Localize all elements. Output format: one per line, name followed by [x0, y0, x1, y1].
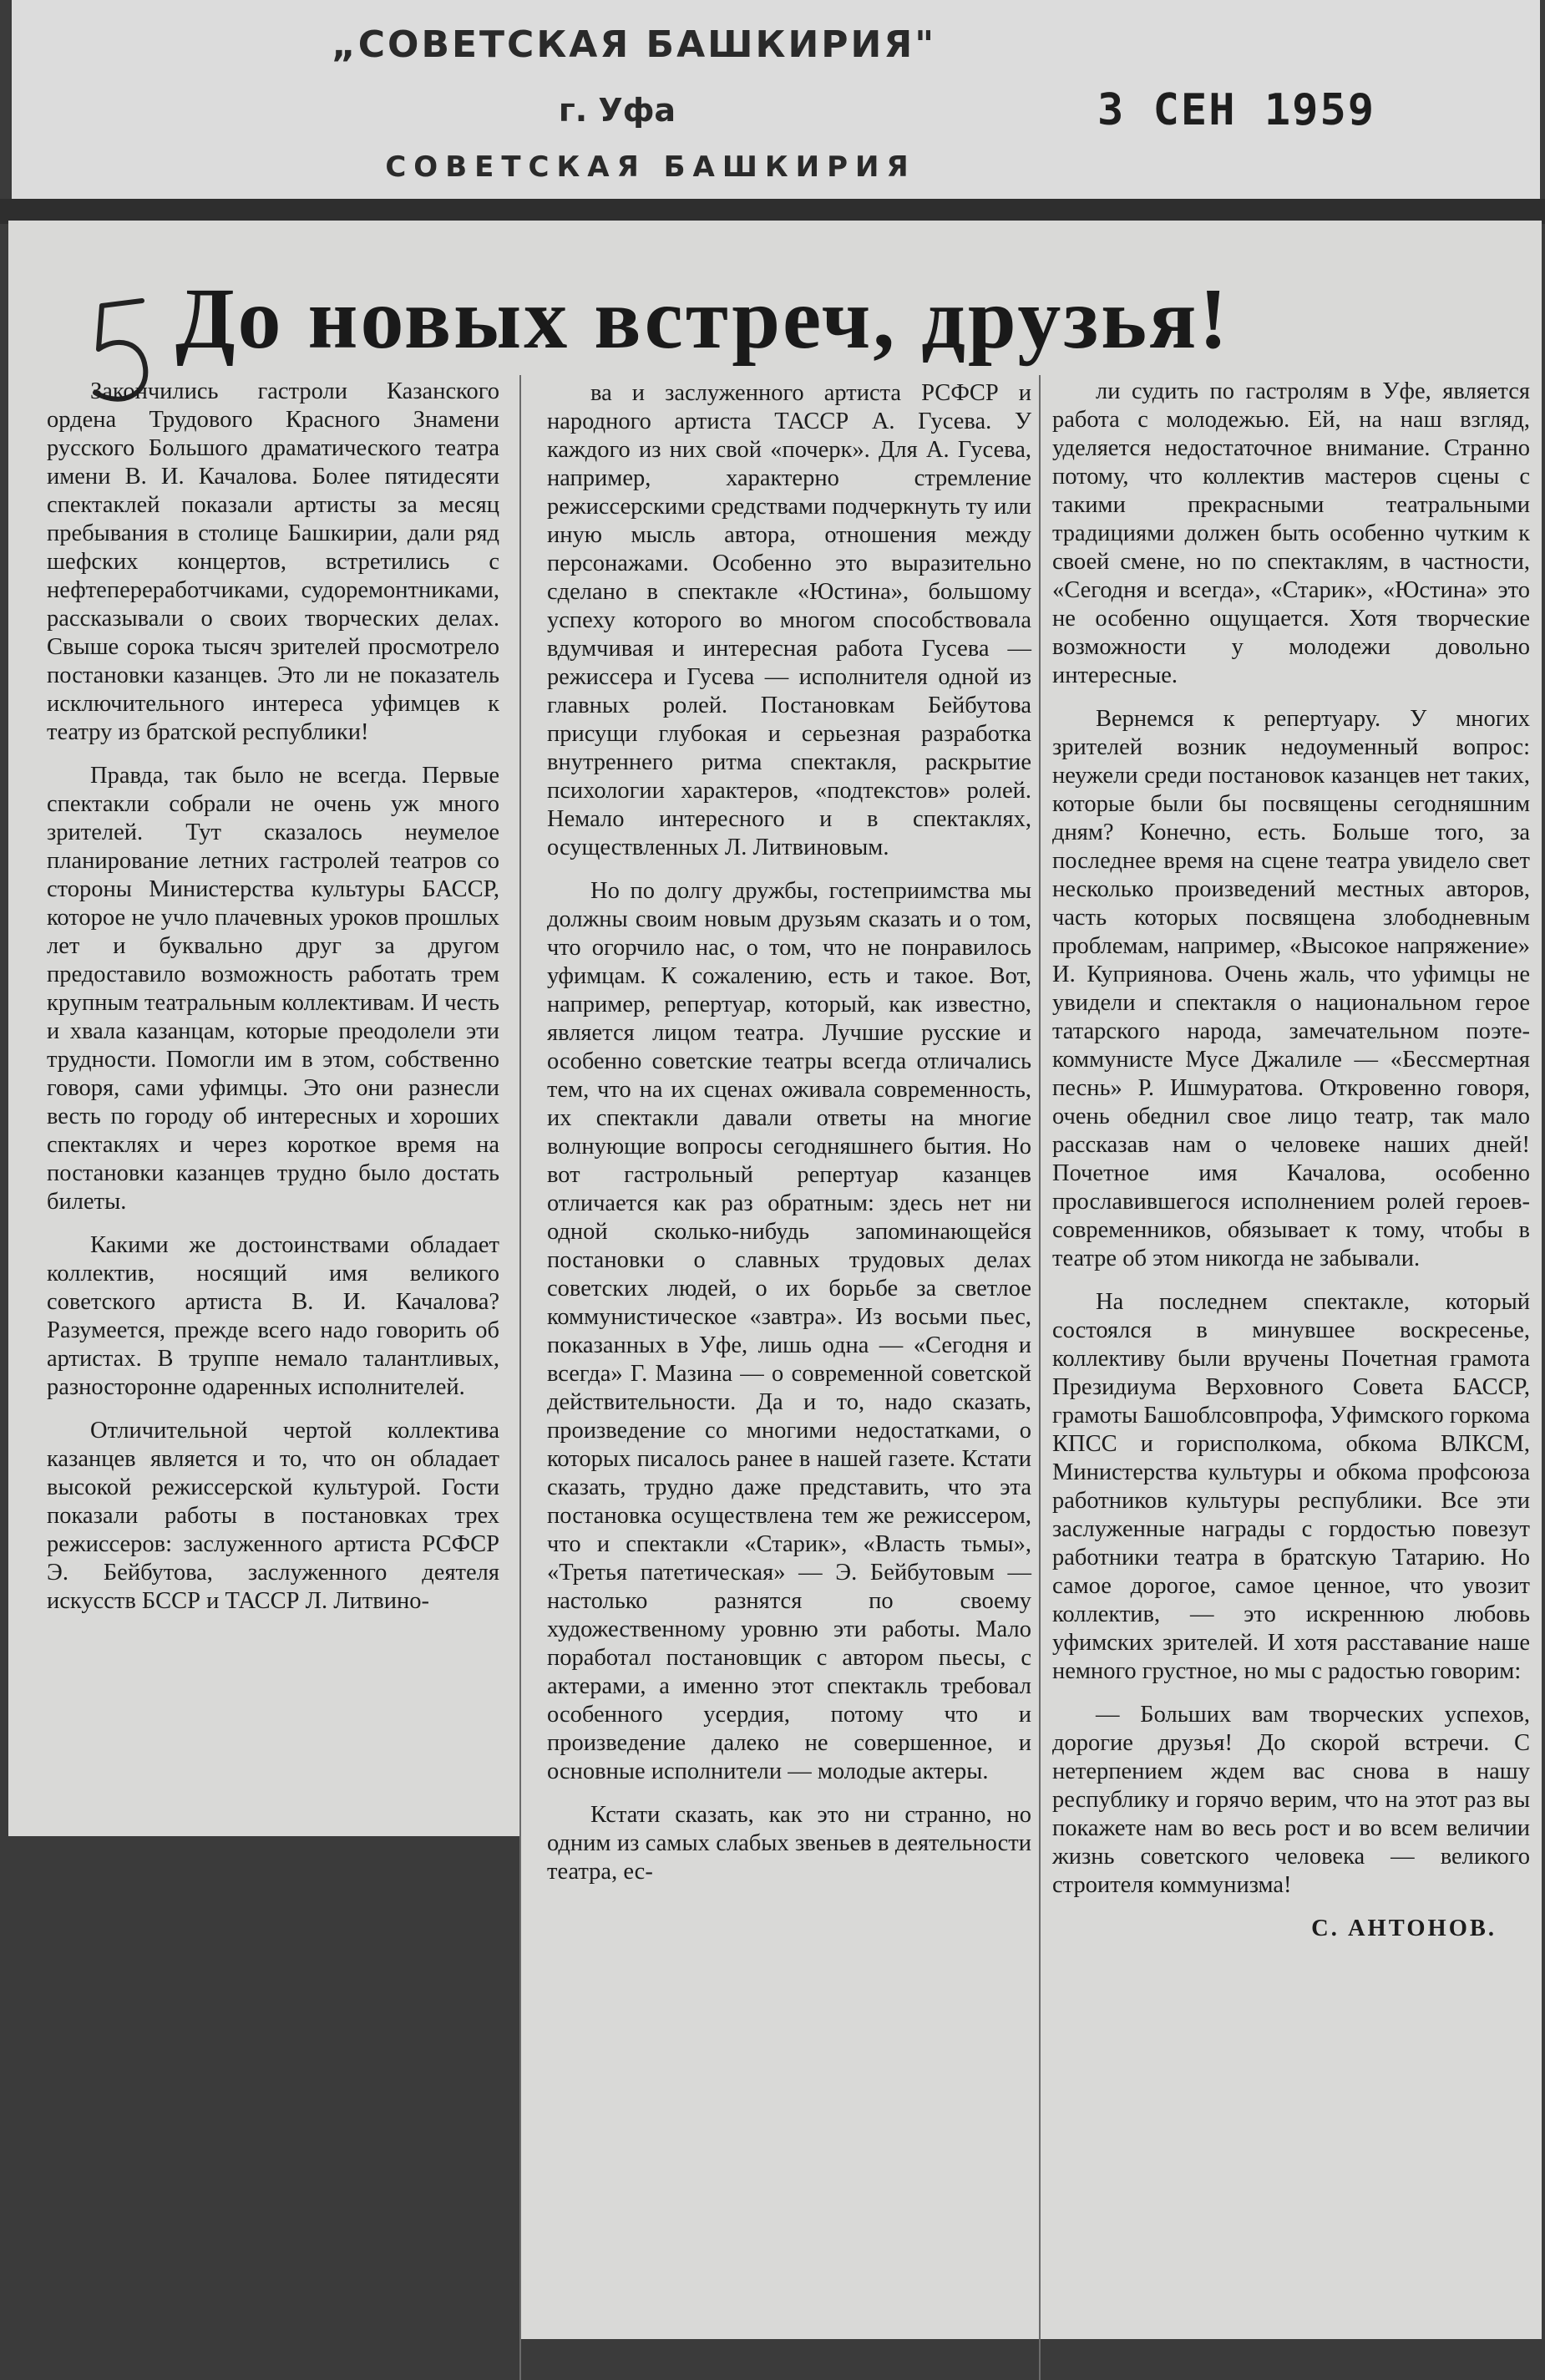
label-newspaper-name: „СОВЕТСКАЯ БАШКИРИЯ": [331, 23, 937, 66]
article-headline: До новых встреч, друзья!: [175, 271, 1231, 367]
label-city: г. Уфа: [558, 92, 676, 129]
paragraph: Кстати сказать, как это ни странно, но одним из самых слабых звеньев в деятельности театра, ес-: [547, 1802, 1031, 1885]
article-column-2: [547, 379, 1031, 1886]
paragraph: Отличительной чертой коллектива казанцев является и то, что он обладает высокой режиссерской культурой. Гости показали работы в постановках трех режиссеров: заслуженного артиста РСФСР Э. Бейбутова, заслуженного деятеля искусств БССР и ТАССР Л. Литвино-: [47, 1418, 499, 1614]
paragraph: Вернемся к репертуару. У многих зрителей возник недоуменный вопрос: неужели среди постановок казанцев нет таких, которые были бы посвящены сегодняшним дням? Конечно, есть. Больше того, за последнее время на сцене театра увидело свет несколько произведений местных авторов, часть которых посвящена злободневным проблемам, например, «Высокое напряжение» И. Куприянова. Очень жаль, что уфимцы не увидели и спектакля о национальном герое татарского народа, замечательном поэте-коммунисте Мусе Джалиле — «Бессмертная песнь» Р. Ишмуратова. Откровенно говоря, очень обеднил свое лицо театр, так мало рассказав нам о человеке наших дней! Почетное имя Качалова, особенно прославившегося исполнением ролей героев-современников, обязывает к тому, чтобы в театре об этом никогда не забывали.: [1052, 706, 1530, 1271]
column-divider: [519, 375, 521, 2380]
newspaper-clipping: [8, 221, 1542, 2339]
paragraph: ва и заслуженного артиста РСФСР и народного артиста ТАССР А. Гусева. У каждого из них свой «почерк». Для А. Гусева, например, характерно стремление режиссерскими средствами подчеркнуть ту или иную мысль автора, отношения между персонажами. Особенно это выразительно сделано в спектакле «Юстина», большому успеху которого во многом способствовала вдумчивая и интересная работа Гусева — режиссера и Гусева — исполнителя одной из главных ролей. Постановкам Бейбутова присущи глубокая и серьезная разработка внутреннего ритма спектакля, раскрытие психологии характеров, «подтекстов» ролей. Немало интересного и в спектаклях, осуществленных Л. Литвиновым.: [547, 380, 1031, 860]
date-stamp: 3 СЕН 1959: [1097, 85, 1376, 135]
label-masthead: СОВЕТСКАЯ БАШКИРИЯ: [385, 150, 916, 184]
archive-label-card: [12, 0, 1540, 199]
column-divider: [1039, 375, 1041, 2380]
clipping-cut-area: [8, 1836, 519, 2339]
paragraph: — Больших вам творческих успехов, дорогие друзья! До скорой встречи. С нетерпением ждем вас снова в нашу республику и горячо верим, что на этот раз вы покажете нам во весь рост и во всем величии жизнь советского человека — великого строителя коммунизма!: [1052, 1702, 1530, 1898]
paragraph: На последнем спектакле, который состоялся в минувшее воскресенье, коллективу были вручены Почетная грамота Президиума Верховного Совета БАССР, грамоты Башоблсовпрофа, Уфимского горкома КПСС и горисполкома, обкома ВЛКСМ, Министерства культуры и обкома профсоюза работников культуры республики. Все эти заслуженные награды с гордостью повезут работники театра в братскую Татарию. Но самое дорогое, самое ценное, что увозит коллектив, — это искреннюю любовь уфимских зрителей. И хотя расставание наше немного грустное, но мы с радостью говорим:: [1052, 1289, 1530, 1684]
paragraph: Закончились гастроли Казанского ордена Трудового Красного Знамени русского Большого драматического театра имени В. И. Качалова. Более пятидесяти спектаклей показали артисты за месяц пребывания в столице Башкирии, дали ряд шефских концертов, встретились с нефтепереработчиками, судоремонтниками, рассказывали о своих творческих делах. Свыше сорока тысяч зрителей просмотрело постановки казанцев. Это ли не показатель исключительного интереса уфимцев к театру из братской республики!: [47, 378, 499, 745]
paragraph: ли судить по гастролям в Уфе, является работа с молодежью. Ей, на наш взгляд, уделяется недостаточное внимание. Странно потому, что коллектив мастеров сцены с такими прекрасными театральными традициями должен быть особенно чутким к своей смене, но по спектаклям, в частности, «Сегодня и всегда», «Старик», «Юстина» это не особенно ощущается. Хотя творческие возможности у молодежи довольно интересные.: [1052, 378, 1530, 688]
author-signature: С. АНТОНОВ.: [1311, 1916, 1497, 1941]
article-column-1: [47, 378, 499, 1616]
paragraph: Правда, так было не всегда. Первые спектакли собрали не очень уж много зрителей. Тут сказалось неумелое планирование летних гастролей театров со стороны Министерства культуры БАССР, которое не учло плачевных уроков прошлых лет и буквально друг за другом предоставило возможность работать трем крупным театральным коллективам. И честь и хвала казанцам, которые преодолели эти трудности. Помогли им в этом, собственно говоря, сами уфимцы. Это они разнесли весть по городу об интересных и хороших спектаклях и через короткое время на постановки казанцев трудно было достать билеты.: [47, 763, 499, 1215]
paragraph: Какими же достоинствами обладает коллектив, носящий имя великого советского артиста В. И. Качалова? Разумеется, прежде всего надо говорить об артистах. В труппе немало талантливых, разносторонне одаренных исполнителей.: [47, 1232, 499, 1400]
paragraph: Но по долгу дружбы, гостеприимства мы должны своим новым друзьям сказать и о том, что огорчило нас, о том, что не понравилось уфимцам. К сожалению, есть и такое. Вот, например, репертуар, который, как известно, является лицом театра. Лучшие русские и особенно советские театры всегда отличались тем, что на их сценах оживала современность, их спектакли давали ответы на многие волнующие вопросы сегодняшнего бытия. Но вот гастрольный репертуар казанцев отличается как раз обратным: здесь нет ни одной сколько-нибудь запоминающейся постановки о славных трудовых делах советских людей, о их борьбе за светлое коммунистическое «завтра». Из восьми пьес, показанных в Уфе, лишь одна — «Сегодня и всегда» Г. Мазина — о современной советской действительности. Да и то, надо сказать, произведение со многими недостатками, о которых писалось ранее в нашей газете. Кстати сказать, трудно даже представить, что эта постановка осуществлена тем же режиссером, что и спектакли «Старик», «Власть тьмы», «Третья патетическая» — Э. Бейбутовым — настолько разнятся по своему художественному уровню эти работы. Мало поработал постановщик с автором пьесы, с актерами, а именно этот спектакль требовал особенного усердия, потому что и произведение далеко не совершенное, и основные исполнители — молодые актеры.: [547, 878, 1031, 1784]
article-column-3: [1052, 378, 1530, 1943]
